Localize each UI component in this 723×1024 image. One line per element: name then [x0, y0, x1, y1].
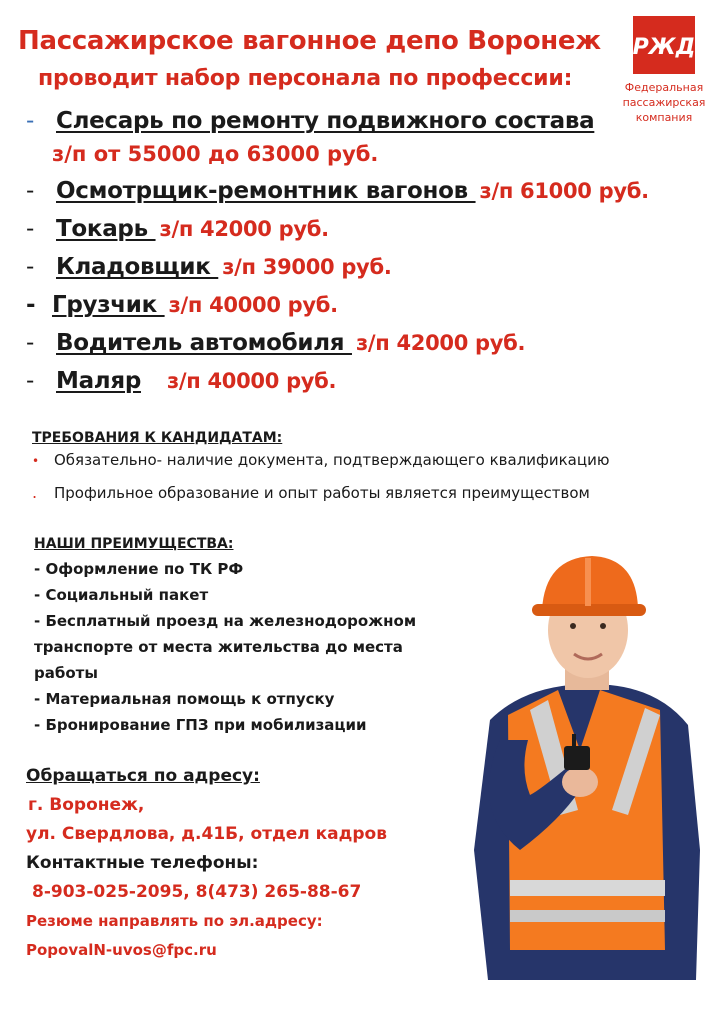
requirement-item — [32, 483, 712, 503]
requirement-text: Профильное образование и опыт работы является преимуществом — [54, 484, 590, 502]
job-name: Грузчик — [52, 292, 165, 318]
job-name: Маляр — [56, 368, 141, 394]
job-dash: - — [26, 216, 34, 242]
advantage-item: - Социальный пакет — [34, 586, 209, 604]
worker-eye — [600, 623, 606, 629]
job-salary: з/п 40000 руб. — [168, 293, 338, 317]
job-item — [26, 104, 716, 138]
job-dash: - — [26, 368, 34, 394]
address-city: г. Воронеж, — [28, 795, 145, 815]
job-dash: - — [26, 178, 34, 204]
job-item — [26, 176, 716, 206]
worker-eye — [570, 623, 576, 629]
job-item — [26, 214, 716, 244]
job-name: Осмотрщик-ремонтник вагонов — [56, 178, 476, 204]
requirements-heading: ТРЕБОВАНИЯ К КАНДИДАТАМ: — [32, 430, 283, 446]
job-item — [26, 252, 716, 282]
job-name: Водитель автомобиля — [56, 330, 352, 356]
logo-text-line: пассажирская — [622, 96, 706, 109]
job-salary: з/п 42000 руб. — [355, 331, 526, 355]
requirements-list — [32, 450, 712, 503]
job-name: Токарь — [56, 216, 156, 242]
logo-text-line: Федеральная — [624, 81, 704, 94]
vest-reflective-stripe — [510, 910, 665, 922]
address-heading: Обращаться по адресу: — [26, 766, 260, 786]
job-name: Слесарь по ремонту подвижного состава — [56, 108, 595, 134]
requirements-section — [32, 430, 712, 515]
email-address: PopovalN-uvos@fpc.ru — [26, 941, 217, 959]
page-title: Пассажирское вагонное депо Воронеж — [18, 26, 601, 56]
job-name: Кладовщик — [56, 254, 219, 280]
bullet-icon: • — [32, 454, 40, 468]
rzd-logo-icon — [633, 16, 695, 74]
phone-numbers: 8-903-025-2095, 8(473) 265-88-67 — [32, 882, 362, 902]
requirement-text: Обязательно- наличие документа, подтверждающего квалификацию — [54, 451, 610, 469]
job-dash: - — [26, 330, 34, 356]
job-item — [26, 328, 716, 358]
advantage-item: - Бесплатный проезд на железнодорожном транспорте от места жительства до места работы — [34, 612, 417, 682]
job-salary: з/п 61000 руб. — [479, 179, 649, 203]
job-dash: - — [26, 108, 34, 134]
job-salary: з/п 40000 руб. — [167, 369, 337, 393]
bullet-icon: . — [32, 483, 38, 502]
page-subtitle: проводит набор персонала по профессии: — [38, 66, 573, 91]
address-street: ул. Свердлова, д.41Б, отдел кадров — [26, 824, 387, 844]
logo-text-line: компания — [635, 111, 693, 124]
advantages-heading: НАШИ ПРЕИМУЩЕСТВА: — [34, 536, 234, 552]
vest-reflective-stripe — [510, 880, 665, 896]
radio-icon — [564, 746, 590, 770]
worker-illustration — [460, 550, 710, 980]
advantages-section — [34, 534, 464, 738]
contact-section — [26, 762, 476, 965]
job-salary: з/п 39000 руб. — [222, 255, 392, 279]
advantage-item: - Оформление по ТК РФ — [34, 560, 244, 578]
job-dash: - — [26, 254, 34, 280]
job-item — [26, 290, 716, 320]
job-salary: з/п от 55000 до 63000 руб. — [52, 142, 379, 166]
resume-label: Резюме направлять по эл.адресу: — [26, 912, 323, 930]
logo-mark: РЖД — [633, 35, 695, 60]
job-salary: з/п 42000 руб. — [159, 217, 329, 241]
job-list — [26, 104, 716, 396]
requirement-item — [32, 450, 712, 471]
phones-label: Контактные телефоны: — [26, 853, 259, 873]
advantage-item: - Бронирование ГПЗ при мобилизации — [34, 716, 367, 734]
worker-hand — [562, 767, 598, 797]
advantage-item: - Материальная помощь к отпуску — [34, 690, 335, 708]
job-dash: - — [26, 292, 36, 318]
job-item — [26, 366, 716, 396]
